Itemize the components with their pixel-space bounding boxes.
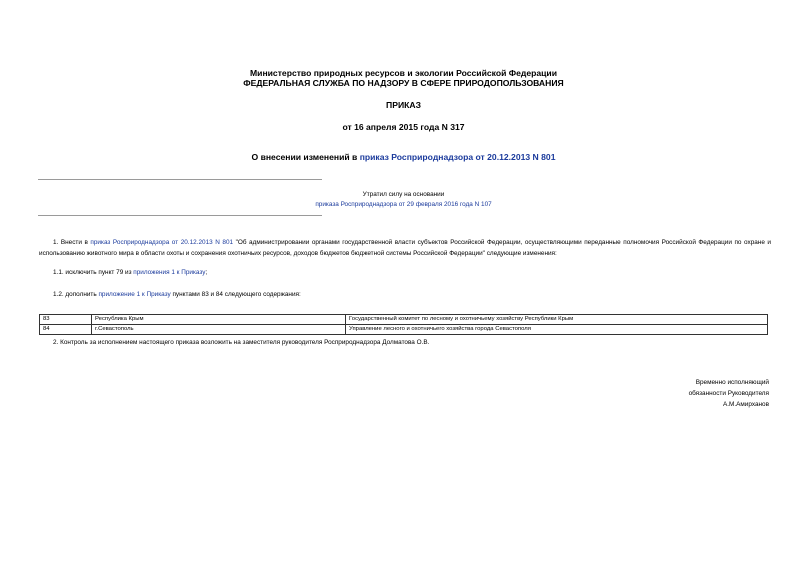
- paragraph-1-1-link[interactable]: приложения 1 к Приказу: [133, 269, 206, 276]
- paragraph-1-link[interactable]: приказ Росприроднадзора от 20.12.2013 N 801: [90, 239, 234, 246]
- table-cell-region: Республика Крым: [92, 315, 346, 325]
- table-cell-authority: Управление лесного и охотничьего хозяйства города Севастополя: [346, 325, 768, 335]
- paragraph-1-2: [53, 290, 301, 301]
- status-note-link[interactable]: приказа Росприроднадзора от 29 февраля 2016 года N 107: [315, 201, 492, 208]
- document-title-prefix: О внесении изменений в: [251, 152, 360, 162]
- items-table: [39, 314, 768, 335]
- paragraph-1-2-start: 1.2. дополнить: [53, 291, 99, 298]
- signature-role: обязанности Руководителя: [688, 390, 769, 397]
- paragraph-1-2-link[interactable]: приложение 1 к Приказу: [98, 291, 171, 298]
- table-cell-number: 84: [40, 325, 92, 335]
- document-type: ПРИКАЗ: [386, 100, 421, 110]
- paragraph-1-end: следующие изменения:: [484, 249, 557, 257]
- table-row: [40, 325, 768, 335]
- paragraph-1-1: [53, 268, 207, 279]
- document-title-link[interactable]: приказ Росприроднадзора от 20.12.2013 N 801: [359, 152, 556, 162]
- status-note-line2: [0, 200, 807, 209]
- paragraph-1-1-end: ;: [205, 269, 208, 276]
- ministry-heading: Министерство природных ресурсов и экологии Российской Федерации: [250, 68, 557, 78]
- status-note-line1: Утратил силу на основании: [362, 191, 445, 198]
- service-heading: ФЕДЕРАЛЬНАЯ СЛУЖБА ПО НАДЗОРУ В СФЕРЕ ПРИРОДОПОЛЬЗОВАНИЯ: [243, 78, 564, 88]
- signature-name: А.М.Амирханов: [722, 401, 769, 408]
- document-date-number: от 16 апреля 2015 года N 317: [342, 122, 465, 132]
- table-cell-authority: Государственный комитет по лесному и охотничьему хозяйству Республики Крым: [346, 315, 768, 325]
- table-cell-number: 83: [40, 315, 92, 325]
- paragraph-1-middle: "Об администрировании органами государственной власти субъектов Российской Федерации, осуществляющими переданные полномочия Российской Федерации по охране и использованию животного мира в области охоты и сохранения охотничьих ресурсов, доходов бюджетов бюджетной системы Российской Федерации": [39, 239, 772, 257]
- table-row: [40, 315, 768, 325]
- divider-bottom: [38, 215, 322, 216]
- document-title: [0, 152, 807, 163]
- paragraph-1-start: 1. Внести в: [53, 239, 91, 246]
- divider-top: [38, 179, 322, 180]
- paragraph-1-2-end: пунктами 83 и 84 следующего содержания:: [170, 291, 301, 298]
- signature-position: Временно исполняющий: [695, 379, 769, 386]
- table-cell-region: г.Севастополь: [92, 325, 346, 335]
- paragraph-2: 2. Контроль за исполнением настоящего приказа возложить на заместителя руководителя Росприроднадзора Долматова О.В.: [53, 339, 430, 346]
- paragraph-1-1-start: 1.1. исключить пункт 79 из: [53, 269, 134, 276]
- paragraph-1: [39, 238, 771, 259]
